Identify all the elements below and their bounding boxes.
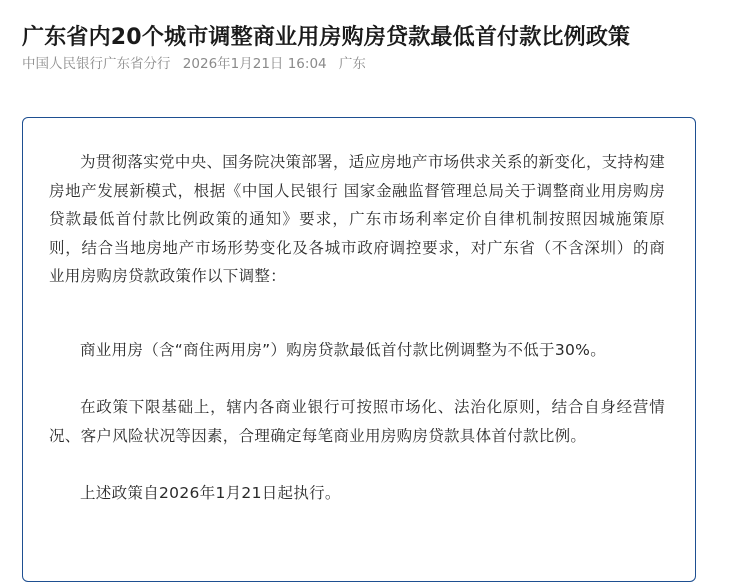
article-meta <box>22 53 366 75</box>
notice-paragraph-effective: 上述政策自2026年1月21日起执行。 <box>80 484 341 502</box>
notice-paragraph-intro: 为贯彻落实党中央、国务院决策部署，适应房地产市场供求关系的新变化，支持构建房地产发展新模式，根据《中国人民银行 国家金融监督管理总局关于调整商业用房购房贷款最低首付款比例政策的通知》要求，广东市场利率定价自律机制按照因城施策原则，结合当地房地产市场形势变化及各城市政府调控要求，对广东省（不含深圳）的商业用房购房贷款政策作以下调整： <box>49 153 665 285</box>
notice-paragraph-banks: 在政策下限基础上，辖内各商业银行可按照市场化、法治化原则，结合自身经营情况、客户风险状况等因素，合理确定每笔商业用房购房贷款具体首付款比例。 <box>49 398 665 445</box>
article-title: 广东省内20个城市调整商业用房购房贷款最低首付款比例政策 <box>22 24 631 50</box>
region-label: 广东 <box>338 56 366 72</box>
source-link[interactable]: 中国人民银行广东省分行 <box>22 56 171 72</box>
notice-paragraph-ratio: 商业用房（含“商住两用房”）购房贷款最低首付款比例调整为不低于30%。 <box>80 341 607 359</box>
publish-time: 2026年1月21日 16:04 <box>182 56 327 72</box>
